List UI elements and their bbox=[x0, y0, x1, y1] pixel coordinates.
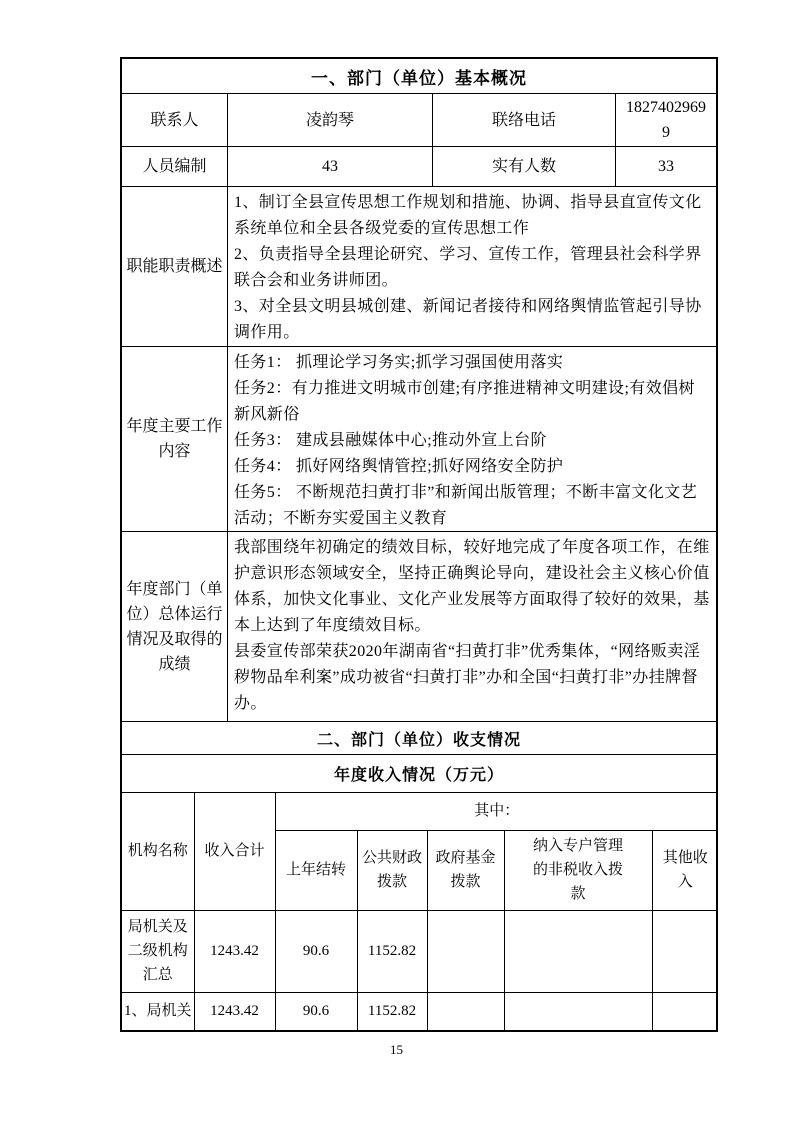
income-subheader-special-account: 纳入专户管理的非税收入拨款 bbox=[504, 830, 652, 910]
task-item: 任务1： 抓理论学习务实;抓学习强国使用落实 bbox=[234, 354, 564, 371]
income-row-total: 1243.42 bbox=[194, 992, 275, 1030]
income-row bbox=[122, 992, 718, 1030]
income-table-row bbox=[122, 792, 716, 1030]
performance-label: 年度部门（单位）总体运行情况及取得的成绩 bbox=[126, 580, 223, 673]
income-row-gov-fund bbox=[427, 910, 504, 992]
income-row bbox=[122, 910, 718, 992]
duties-label: 职能职责概述 bbox=[126, 258, 223, 275]
establishment-label: 人员编制 bbox=[142, 158, 207, 175]
performance-paragraph: 我部围绕年初确定的绩效目标，较好地完成了年度各项工作，在维护意识形态领域安全，坚持正确舆论导向，建设社会主义核心价值体系，加快文化事业、文化产业发展等方面取得了较好的效果，基本上达到了年度绩效目标。 bbox=[234, 539, 710, 634]
performance-paragraph: 县委宣传部荣获2020年湖南省“扫黄打非”优秀集体，“网络贩卖淫秽物品牟利案”成功被省“扫黄打非”办和全国“扫黄打非”办挂牌督办。 bbox=[234, 643, 701, 712]
income-row-name: 局机关及二级机构汇总 bbox=[122, 910, 194, 992]
income-header-among: 其中： bbox=[275, 793, 718, 830]
income-row-other bbox=[652, 992, 718, 1030]
income-header-total: 收入合计 bbox=[194, 793, 275, 910]
performance-content bbox=[227, 532, 716, 721]
income-row-public-finance: 1152.82 bbox=[357, 910, 427, 992]
duty-item: 3、对全县文明县城创建、新闻记者接待和网络舆情监管起引导协调作用。 bbox=[234, 298, 702, 341]
income-subheader-gov-fund: 政府基金拨款 bbox=[427, 830, 504, 910]
income-row-special-account bbox=[504, 992, 652, 1030]
establishment-value: 43 bbox=[227, 147, 432, 186]
duties-content bbox=[227, 187, 716, 346]
task-item: 任务4： 抓好网络舆情管控;抓好网络安全防护 bbox=[234, 458, 564, 475]
performance-row bbox=[122, 531, 716, 721]
income-row-special-account bbox=[504, 910, 652, 992]
actual-staff-value: 33 bbox=[615, 147, 716, 186]
section2-title: 二、部门（单位）收支情况 bbox=[122, 721, 716, 754]
duty-item: 1、制订全县宣传思想工作规划和措施、协调、指导县直宣传文化系统单位和全县各级党委的宣传思想工作 bbox=[234, 194, 702, 237]
income-header-org: 机构名称 bbox=[122, 793, 194, 910]
income-row-name: 1、局机关 bbox=[122, 992, 194, 1030]
income-row-total: 1243.42 bbox=[194, 910, 275, 992]
income-row-other bbox=[652, 910, 718, 992]
contact-person-value: 凌韵琴 bbox=[227, 94, 432, 146]
actual-staff-label: 实有人数 bbox=[432, 147, 615, 186]
income-row-carryover: 90.6 bbox=[275, 992, 357, 1030]
income-subheader-carryover: 上年结转 bbox=[275, 830, 357, 910]
income-table bbox=[122, 793, 718, 1030]
tasks-content bbox=[227, 347, 716, 531]
income-subheader-public-finance: 公共财政拨款 bbox=[357, 830, 427, 910]
tasks-row bbox=[122, 346, 716, 531]
income-title: 年度收入情况（万元） bbox=[122, 754, 716, 792]
contact-phone-cell bbox=[615, 94, 716, 146]
task-item: 任务5： 不断规范扫黄打非”和新闻出版管理；不断丰富文化文艺活动；不断夯实爱国主义教育 bbox=[234, 484, 698, 527]
contact-row bbox=[122, 93, 716, 146]
income-subheader-other: 其他收入 bbox=[652, 830, 718, 910]
contact-phone-label: 联络电话 bbox=[432, 94, 615, 146]
staffing-row bbox=[122, 146, 716, 186]
income-row-public-finance: 1152.82 bbox=[357, 992, 427, 1030]
section1-title: 一、部门（单位）基本概况 bbox=[311, 68, 527, 88]
contact-phone-value: 18274029699 bbox=[626, 99, 706, 141]
duties-row bbox=[122, 186, 716, 346]
report-table bbox=[120, 57, 718, 1032]
task-item: 任务2：有力推进文明城市创建;有序推进精神文明建设;有效倡树新风新俗 bbox=[234, 380, 695, 423]
income-row-gov-fund bbox=[427, 992, 504, 1030]
duty-item: 2、负责指导全县理论研究、学习、宣传工作，管理县社会科学界联合会和业务讲师团。 bbox=[234, 246, 702, 289]
page-number: 15 bbox=[390, 1042, 403, 1057]
task-item: 任务3： 建成县融媒体中心;推动外宣上台阶 bbox=[234, 432, 547, 449]
contact-person-label: 联系人 bbox=[150, 111, 199, 129]
tasks-label: 年度主要工作内容 bbox=[126, 418, 223, 460]
income-row-carryover: 90.6 bbox=[275, 910, 357, 992]
